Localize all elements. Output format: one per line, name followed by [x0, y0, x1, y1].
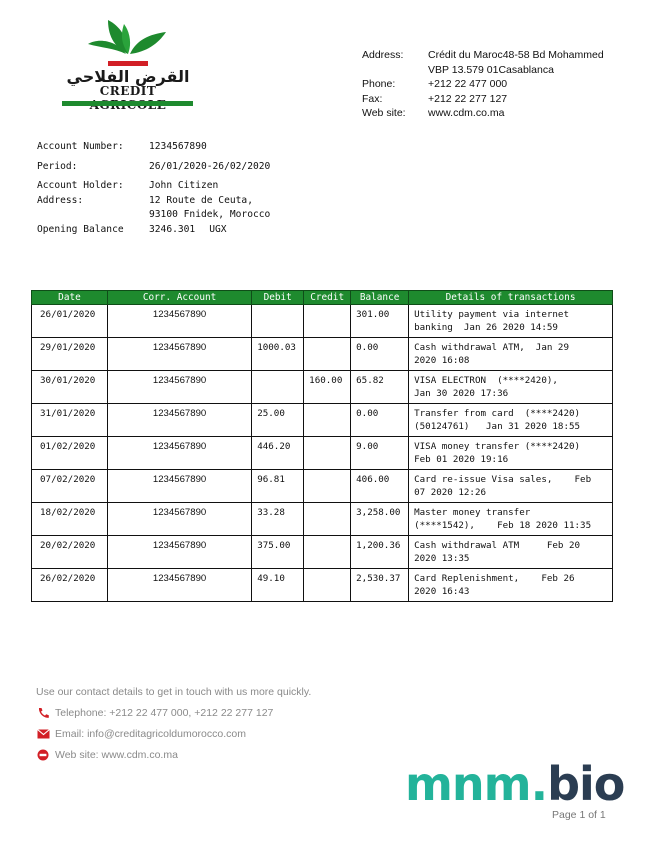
cell-corr-account: 1234567890	[107, 569, 251, 602]
cell-date: 30/01/2020	[32, 371, 108, 404]
bank-web: www.cdm.co.ma	[428, 107, 505, 119]
address-label: Address:	[362, 49, 404, 61]
cell-date: 07/02/2020	[32, 470, 108, 503]
details-line2: Feb 01 2020 19:16	[414, 454, 509, 465]
cell-debit: 96.81	[252, 470, 304, 503]
web-label: Web site:	[362, 107, 406, 119]
cell-credit	[304, 503, 351, 536]
footer-contact	[36, 681, 311, 765]
period-label: Period:	[37, 160, 78, 172]
transactions-table	[31, 290, 613, 602]
footer-intro: Use our contact details to get in touch with us more quickly.	[36, 685, 312, 698]
header-corr-account: Corr. Account	[107, 291, 251, 305]
cell-credit	[304, 437, 351, 470]
cell-debit: 33.28	[252, 503, 304, 536]
cell-debit	[252, 371, 304, 404]
bank-phone: +212 22 477 000	[428, 78, 508, 90]
holder-address-line1: 12 Route de Ceuta,	[149, 194, 253, 206]
cell-date: 18/02/2020	[32, 503, 108, 536]
opening-balance-currency: UGX	[209, 223, 227, 235]
details-line2: 2020 13:35	[414, 553, 470, 564]
footer-email: Email: info@creditagricoldumorocco.com	[55, 727, 246, 740]
cell-credit	[304, 404, 351, 437]
bank-name-arabic: القرض الفلاحي	[66, 67, 190, 86]
details-line2: banking Jan 26 2020 14:59	[414, 322, 558, 333]
bank-logo	[58, 14, 198, 110]
cell-balance: 65.82	[351, 371, 409, 404]
cell-debit: 1000.03	[252, 338, 304, 371]
details-line2: 2020 16:08	[414, 355, 470, 366]
cell-balance: 0.00	[351, 338, 409, 371]
details-line2: Jan 30 2020 17:36	[414, 388, 509, 399]
holder-address-line2: 93100 Fnidek, Morocco	[149, 209, 271, 221]
brand-part1: mnm.	[405, 757, 548, 811]
cell-debit: 49.10	[252, 569, 304, 602]
logo-red-bar	[108, 61, 148, 66]
cell-date: 01/02/2020	[32, 437, 108, 470]
cell-details	[409, 404, 613, 437]
table-row	[32, 338, 613, 371]
cell-date: 20/02/2020	[32, 536, 108, 569]
cell-date: 31/01/2020	[32, 404, 108, 437]
cell-corr-account: 1234567890	[107, 371, 251, 404]
cell-details	[409, 503, 613, 536]
cell-balance: 3,258.00	[351, 503, 409, 536]
details-line1: Cash withdrawal ATM, Jan 29	[414, 342, 569, 353]
cell-balance: 2,530.37	[351, 569, 409, 602]
details-line1: Master money transfer	[414, 507, 531, 518]
page-number: Page 1 of 1	[552, 809, 606, 821]
logo-green-bar	[62, 101, 193, 106]
fax-label: Fax:	[362, 92, 383, 105]
footer-telephone: Telephone: +212 22 477 000, +212 22 277 127	[55, 706, 274, 719]
cell-details	[409, 305, 613, 338]
table-row	[32, 371, 613, 404]
details-line2: 2020 16:43	[414, 586, 470, 597]
cell-date: 26/02/2020	[32, 569, 108, 602]
cell-corr-account: 1234567890	[107, 305, 251, 338]
leaf-logo-icon	[58, 14, 198, 64]
cell-credit	[304, 305, 351, 338]
table-row	[32, 404, 613, 437]
phone-icon	[36, 707, 50, 719]
cell-details	[409, 338, 613, 371]
header-date: Date	[32, 291, 108, 305]
details-line1: Utility payment via internet	[414, 309, 569, 320]
cell-debit: 446.20	[252, 437, 304, 470]
bank-contact-block	[362, 48, 604, 121]
cell-corr-account: 1234567890	[107, 536, 251, 569]
details-line1: VISA ELECTRON (****2420),	[414, 375, 558, 386]
cell-credit	[304, 470, 351, 503]
bank-address-line2: VBP 13.579 01Casablanca	[428, 63, 554, 76]
table-row	[32, 569, 613, 602]
cell-debit	[252, 305, 304, 338]
cell-balance: 406.00	[351, 470, 409, 503]
cell-balance: 9.00	[351, 437, 409, 470]
details-line1: VISA money transfer (****2420)	[414, 441, 581, 452]
bank-fax: +212 22 277 127	[428, 92, 508, 105]
period-value: 26/01/2020-26/02/2020	[149, 160, 271, 172]
cell-balance: 1,200.36	[351, 536, 409, 569]
cell-credit	[304, 536, 351, 569]
account-info	[37, 140, 270, 238]
brand-part2: bio	[547, 757, 625, 811]
cell-corr-account: 1234567890	[107, 404, 251, 437]
cell-corr-account: 1234567890	[107, 437, 251, 470]
details-line2: (50124761) Jan 31 2020 18:55	[414, 421, 581, 432]
cell-corr-account: 1234567890	[107, 470, 251, 503]
table-row	[32, 503, 613, 536]
cell-details	[409, 536, 613, 569]
cell-details	[409, 470, 613, 503]
cell-date: 26/01/2020	[32, 305, 108, 338]
table-header-row	[32, 291, 613, 305]
opening-balance-label: Opening Balance	[37, 223, 124, 235]
account-number-label: Account Number:	[37, 141, 124, 152]
watermark-brand	[405, 756, 624, 812]
cell-debit: 375.00	[252, 536, 304, 569]
header-details: Details of transactions	[409, 291, 613, 305]
cell-date: 29/01/2020	[32, 338, 108, 371]
holder-label: Account Holder:	[37, 180, 124, 192]
mail-icon	[36, 728, 50, 740]
cell-balance: 301.00	[351, 305, 409, 338]
header-balance: Balance	[351, 291, 409, 305]
cell-debit: 25.00	[252, 404, 304, 437]
table-row	[32, 305, 613, 338]
table-row	[32, 470, 613, 503]
details-line2: (****1542), Feb 18 2020 11:35	[414, 520, 592, 531]
header-credit: Credit	[304, 291, 351, 305]
footer-website: Web site: www.cdm.co.ma	[55, 748, 178, 761]
phone-label: Phone:	[362, 78, 396, 90]
cell-credit	[304, 569, 351, 602]
cell-corr-account: 1234567890	[107, 338, 251, 371]
account-number: 1234567890	[149, 141, 207, 152]
holder-address-label: Address:	[37, 194, 84, 206]
header-debit: Debit	[252, 291, 304, 305]
table-row	[32, 536, 613, 569]
bank-address-line1: Crédit du Maroc48-58 Bd Mohammed	[428, 49, 604, 61]
details-line1: Cash withdrawal ATM Feb 20	[414, 540, 581, 551]
details-line1: Transfer from card (****2420)	[414, 408, 581, 419]
bank-name-latin: CREDIT	[99, 84, 157, 98]
table-row	[32, 437, 613, 470]
holder-value: John Citizen	[149, 180, 219, 192]
opening-balance-value: 3246.301	[149, 223, 196, 235]
cell-credit	[304, 338, 351, 371]
cell-corr-account: 1234567890	[107, 503, 251, 536]
details-line1: Card Replenishment, Feb 26	[414, 573, 575, 584]
cell-credit: 160.00	[304, 371, 351, 404]
web-icon	[36, 749, 50, 761]
details-line2: 07 2020 12:26	[414, 487, 487, 498]
details-line1: Card re-issue Visa sales, Feb	[414, 474, 592, 485]
cell-details	[409, 437, 613, 470]
cell-details	[409, 371, 613, 404]
cell-details	[409, 569, 613, 602]
cell-balance: 0.00	[351, 404, 409, 437]
